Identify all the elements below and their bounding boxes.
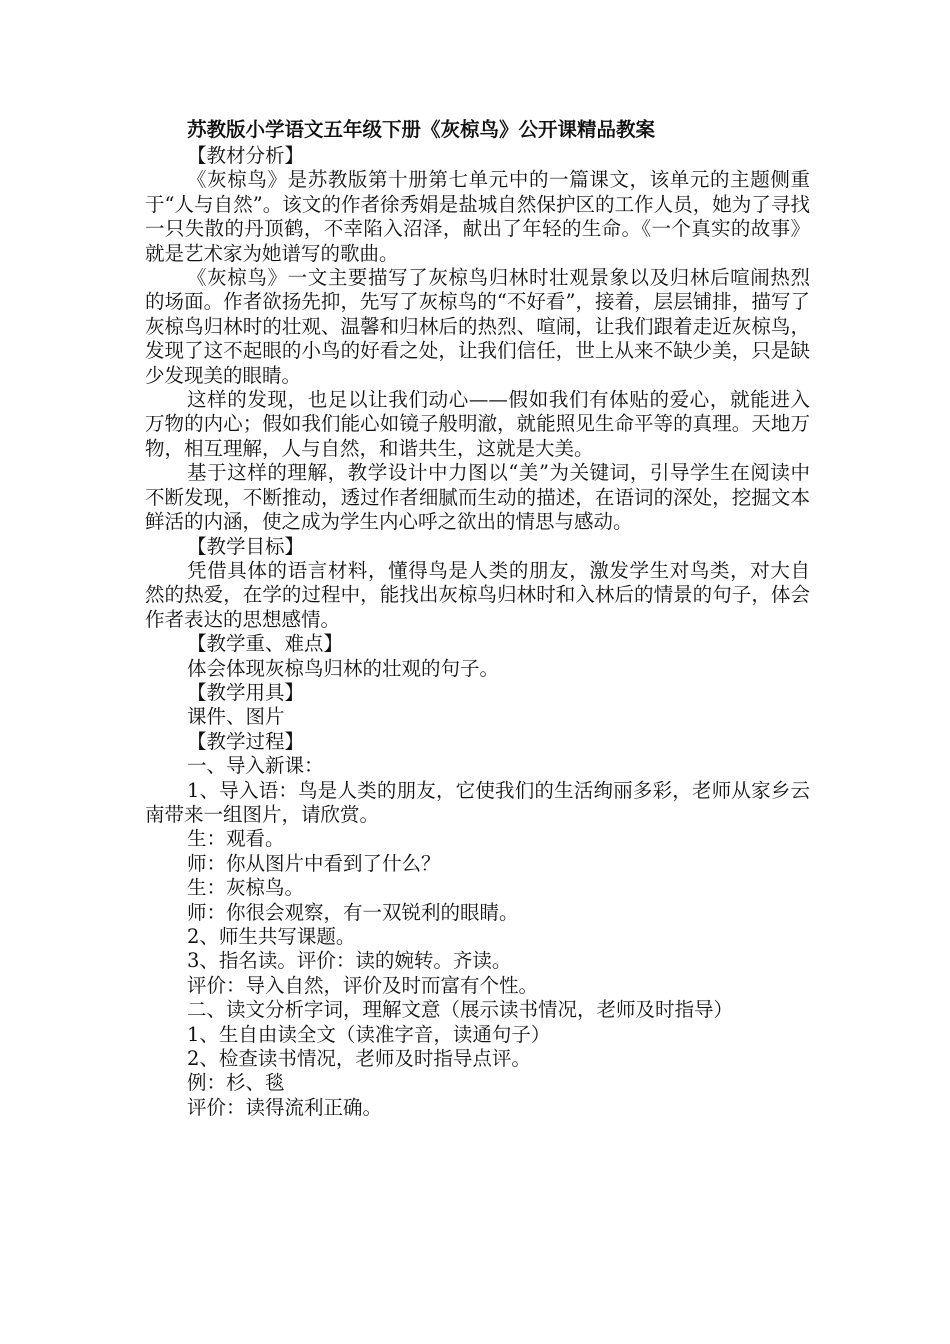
text-line: 师：你从图片中看到了什么？ — [187, 851, 441, 875]
text-line: 评价：读得流利正确。 — [187, 1095, 383, 1119]
text-line: 生：灰椋鸟。 — [187, 876, 305, 900]
text-line: 一、导入新课： — [187, 754, 324, 778]
text-line: 评价：导入自然，评价及时而富有个性。 — [187, 973, 539, 997]
section-heading: 【教学用具】 — [187, 680, 305, 704]
text-line: 例：杉、毯 — [187, 1071, 285, 1095]
paragraph: 这样的发现，也足以让我们动心——假如我们有体贴的爱心，就能进入万物的内心；假如我们能心如镜子般明澈，就能照见生命平等的真理。天地万物，相互理解，人与自然，和谐共生，这就是大美。 — [145, 388, 810, 460]
text-line: 1、生自由读全文（读准字音，读通句子） — [187, 1022, 551, 1046]
section-heading: 【教学目标】 — [187, 534, 305, 558]
text-line: 师：你很会观察，有一双锐利的眼睛。 — [187, 900, 519, 924]
text-line: 2、检查读书情况，老师及时指导点评。 — [187, 1047, 531, 1071]
text-line: 课件、图片 — [187, 705, 285, 729]
paragraph: 二、读文分析字词，理解文意（展示读书情况，老师及时指导） — [187, 998, 734, 1022]
paragraph: 凭借具体的语言材料，懂得鸟是人类的朋友，激发学生对鸟类，对大自然的热爱，在学的过程中，能找出灰椋鸟归林时和入林后的情景的句子，体会作者表达的思想感情。 — [145, 558, 810, 631]
text-line: 体会体现灰椋鸟归林的壮观的句子。 — [187, 656, 500, 680]
text-line: 生：观看。 — [187, 827, 285, 851]
text-line: 3、指名读。评价：读的婉转。齐读。 — [187, 949, 512, 973]
text-line: 2、师生共写课题。 — [187, 925, 356, 948]
section-heading: 【教学过程】 — [187, 729, 305, 753]
paragraph: 1、导入语：鸟是人类的朋友，它使我们的生活绚丽多彩，老师从家乡云南带来一组图片，请欣赏。 — [145, 778, 810, 826]
section-heading: 【教材分析】 — [187, 144, 305, 167]
section-heading: 【教学重、难点】 — [187, 632, 344, 656]
paragraph: 基于这样的理解，教学设计中力图以“美”为关键词，引导学生在阅读中不断发现，不断推动，透过作者细腻而生动的描述，在语词的深处，挖掘文本鲜活的内涵，使之成为学生内心呼之欲出的情思与感动。 — [145, 461, 810, 534]
document-page — [145, 118, 810, 1120]
document-body — [145, 144, 810, 1120]
paragraph: 《灰椋鸟》是苏教版第十册第七单元中的一篇课文，该单元的主题侧重于“人与自然”。该文的作者徐秀娟是盐城自然保护区的工作人员，她为了寻找一只失散的丹顶鹤，不幸陷入沼泽，献出了年轻的生命。《一个真实的故事》就是艺术家为她谱写的歌曲。 — [145, 168, 810, 265]
document-title: 苏教版小学语文五年级下册《灰椋鸟》公开课精品教案 — [187, 118, 656, 141]
paragraph: 《灰椋鸟》一文主要描写了灰椋鸟归林时壮观景象以及归林后喧闹热烈的场面。作者欲扬先抑，先写了灰椋鸟的“不好看”，接着，层层铺排，描写了灰椋鸟归林时的壮观、温馨和归林后的热烈、喧闹，让我们跟着走近灰椋鸟，发现了这不起眼的小鸟的好看之处，让我们信任，世上从来不缺少美，只是缺少发现美的眼睛。 — [145, 266, 810, 387]
